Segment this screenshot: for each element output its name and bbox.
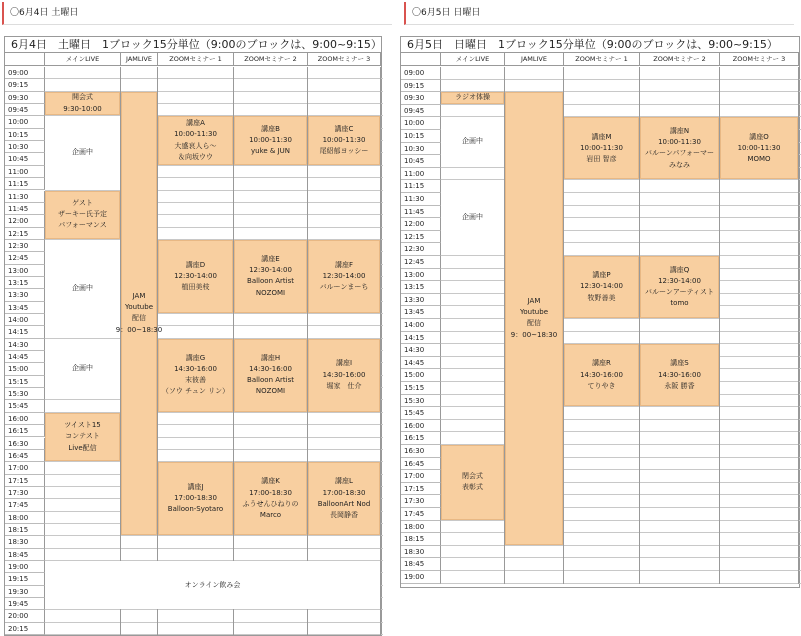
time-slot-label: 10:30	[401, 143, 441, 156]
time-slot-label: 14:45	[5, 351, 45, 363]
schedule-block[interactable]	[308, 339, 380, 412]
block-text-line: バルーンまーち	[319, 283, 369, 292]
time-slot-label: 13:00	[5, 265, 45, 277]
block-text-line: 牧野善美	[587, 293, 616, 302]
block-text-line: 17:00-18:30	[322, 488, 366, 497]
schedule-block[interactable]	[158, 462, 233, 535]
block-text-line: JAM	[527, 297, 541, 306]
time-slot-label: 10:00	[401, 117, 441, 130]
block-text-line: 堀家 仕介	[326, 381, 362, 390]
time-slot-label: 10:00	[5, 116, 45, 128]
schedule-title-day2: 6月5日 日曜日 1ブロック15分単位（9:00のブロックは、9:00~9:15）	[401, 37, 799, 53]
block-text-line: 10:00-11:30	[658, 138, 701, 147]
time-slot-label: 13:45	[401, 306, 441, 319]
time-slot-label: 17:45	[5, 499, 45, 511]
block-text-line: 講座H	[260, 353, 281, 362]
block-text-line: Youtube	[125, 303, 153, 312]
grid-row-line	[441, 419, 801, 420]
time-column-header	[5, 53, 45, 66]
time-slot-label: 11:30	[5, 191, 45, 203]
time-column-header	[401, 53, 441, 66]
time-slot-label: 12:00	[401, 218, 441, 231]
grid-row-line	[441, 406, 801, 407]
block-text-line: 9：00~18:30	[115, 325, 163, 334]
block-text-line: 講座M	[591, 132, 612, 141]
time-slot-label: 11:00	[5, 166, 45, 178]
grid-column-line	[798, 67, 799, 584]
time-slot-label: 16:30	[5, 438, 45, 450]
block-text-line: 講座L	[335, 477, 353, 486]
grid-row-line	[441, 318, 801, 319]
block-text-line: 12:30-14:00	[174, 271, 217, 280]
block-text-line: tomo	[670, 299, 689, 308]
schedule-block[interactable]	[45, 561, 380, 609]
block-text-line: 講座B	[261, 124, 280, 133]
block-text-line: 9:30-10:00	[63, 104, 102, 113]
time-slot-label: 12:15	[401, 231, 441, 244]
time-slot-label: 18:45	[401, 558, 441, 571]
time-slot-label: 15:15	[401, 382, 441, 395]
block-text-line: 閉会式	[462, 472, 483, 481]
schedule-title-day1: 6月4日 土曜日 1ブロック15分単位（9:00のブロックは、9:00~9:15）	[5, 37, 381, 53]
time-slot-label: 19:30	[5, 586, 45, 598]
schedule-block[interactable]	[640, 344, 719, 406]
grid-row-line	[45, 548, 383, 549]
block-text-line: 企画中	[462, 137, 483, 146]
block-text-line: 長岡静香	[330, 510, 358, 519]
time-slot-label: 13:15	[5, 277, 45, 289]
block-text-line: 17:00-18:30	[174, 494, 217, 503]
time-slot-label: 15:00	[401, 369, 441, 382]
time-slot-label: 14:00	[401, 319, 441, 332]
block-text-line: 14:30-16:00	[580, 370, 623, 379]
time-slot-label: 15:45	[401, 407, 441, 420]
block-text-line: 講座R	[592, 359, 611, 368]
schedule-block[interactable]	[564, 117, 639, 179]
block-text-line: 企画中	[72, 284, 93, 293]
schedule-block[interactable]	[441, 117, 504, 166]
schedule-block[interactable]	[234, 339, 307, 412]
schedule-block[interactable]	[308, 462, 380, 535]
grid-row-line	[441, 331, 801, 332]
time-slot-label: 16:00	[5, 413, 45, 425]
grid-row-line	[45, 78, 383, 79]
time-slot-label: 17:30	[5, 487, 45, 499]
time-slot-label: 20:00	[5, 610, 45, 622]
time-slot-label: 12:45	[401, 256, 441, 269]
column-header-3: ZOOMセミナー 1	[564, 53, 640, 66]
grid-row-line	[441, 520, 801, 521]
column-header-1: メインLIVE	[441, 53, 505, 66]
time-slot-label: 15:30	[5, 388, 45, 400]
block-text-line: ＆向坂ウウ	[178, 152, 213, 161]
grid-row-line	[45, 535, 383, 536]
block-text-line: 12:30-14:00	[249, 266, 292, 275]
block-text-line: 講座G	[185, 353, 206, 362]
block-text-line: 講座E	[261, 255, 280, 264]
schedule-block[interactable]	[45, 92, 120, 116]
time-slot-label: 11:45	[401, 206, 441, 219]
schedule-block[interactable]	[45, 116, 120, 189]
block-text-line: 講座I	[335, 359, 353, 368]
block-text-line: オンライン飲み会	[184, 580, 241, 589]
schedule-table-day1	[4, 36, 382, 636]
block-text-line: 岩田 智彦	[586, 154, 617, 163]
block-text-line: NOZOMI	[255, 288, 286, 297]
time-slot-label: 13:45	[5, 302, 45, 314]
grid-column-line	[380, 67, 381, 635]
block-text-line: 講座O	[749, 132, 769, 141]
grid-row-line	[45, 634, 383, 635]
time-slot-label: 18:45	[5, 549, 45, 561]
time-slot-label: 15:45	[5, 400, 45, 412]
block-text-line: 講座F	[334, 260, 354, 269]
time-slot-label: 09:45	[5, 104, 45, 116]
sheet-tab-day1[interactable]: 〇6月4日 土曜日	[2, 2, 392, 25]
sheet-tab-day2[interactable]: 〇6月5日 日曜日	[404, 2, 794, 25]
time-slot-label: 17:00	[5, 462, 45, 474]
block-text-line: 開会式	[72, 93, 93, 102]
column-header-3: ZOOMセミナー 1	[158, 53, 234, 66]
schedule-block[interactable]	[308, 240, 380, 313]
block-text-line: 講座N	[669, 127, 690, 136]
schedule-block[interactable]	[640, 117, 719, 179]
time-slot-label: 12:45	[5, 252, 45, 264]
block-text-line: 14:30-16:00	[322, 370, 366, 379]
schedule-block[interactable]	[234, 462, 307, 535]
block-text-line: コンテスト	[65, 432, 100, 441]
block-text-line: 永阪 勝香	[664, 381, 695, 390]
time-slot-label: 16:45	[401, 458, 441, 471]
time-slot-label: 18:15	[401, 533, 441, 546]
column-header-4: ZOOMセミナー 2	[234, 53, 308, 66]
time-slot-label: 17:45	[401, 508, 441, 521]
block-text-line: Live配信	[68, 443, 97, 452]
block-text-line: 講座A	[186, 119, 205, 128]
block-text-line: 17:00-18:30	[249, 488, 292, 497]
block-text-line: 配信	[527, 319, 541, 328]
block-text-line: Balloon Artist	[247, 277, 294, 286]
block-text-line: 企画中	[72, 364, 93, 373]
block-text-line: 企画中	[72, 148, 93, 157]
schedule-block[interactable]	[308, 116, 380, 164]
time-slot-label: 19:00	[401, 571, 441, 584]
block-text-line: 講座K	[261, 477, 280, 486]
time-slot-label: 10:45	[401, 155, 441, 168]
block-text-line: yuke & JUN	[250, 147, 291, 156]
time-slot-label: 09:00	[401, 67, 441, 80]
grid-row-line	[441, 104, 801, 105]
schedule-block[interactable]	[441, 180, 504, 255]
time-slot-label: 16:15	[5, 425, 45, 437]
block-text-line: ラジオ体操	[455, 93, 490, 102]
block-text-line: 尾紹郁ヨッシー	[319, 147, 369, 156]
time-slot-label: 17:30	[401, 495, 441, 508]
grid-row-line	[45, 609, 383, 610]
block-text-line: 10:00-11:30	[322, 135, 366, 144]
time-slot-label: 12:00	[5, 215, 45, 227]
time-slot-label: 14:15	[401, 332, 441, 345]
block-text-line: バルーンアーティスト	[644, 288, 715, 296]
schedule-block[interactable]	[564, 344, 639, 406]
time-slot-label: 13:15	[401, 281, 441, 294]
block-text-line: 講座C	[334, 124, 354, 133]
time-slot-label: 13:30	[5, 289, 45, 301]
time-slot-label: 11:15	[401, 180, 441, 193]
block-text-line: Balloon-Syotaro	[167, 505, 224, 514]
time-slot-label: 17:00	[401, 470, 441, 483]
block-text-line: 12:30-14:00	[322, 271, 366, 280]
time-slot-label: 12:30	[5, 240, 45, 252]
time-slot-label: 15:00	[5, 363, 45, 375]
time-slot-label: 11:00	[401, 168, 441, 181]
column-header-5: ZOOMセミナー 3	[720, 53, 799, 66]
schedule-block[interactable]	[45, 240, 120, 338]
schedule-block[interactable]	[45, 339, 120, 400]
schedule-block[interactable]	[234, 240, 307, 313]
block-text-line: ふうせんひねりの	[242, 499, 299, 508]
block-text-line: MOMO	[747, 154, 771, 163]
block-text-line: 12:30-14:00	[658, 276, 701, 285]
schedule-block[interactable]	[158, 339, 233, 412]
time-slot-label: 18:30	[401, 546, 441, 559]
block-text-line: 10:00-11:30	[737, 143, 781, 152]
grid-row-line	[441, 570, 801, 571]
time-slot-label: 17:15	[5, 475, 45, 487]
time-slot-label: 20:15	[5, 623, 45, 635]
block-text-line: 14:30-16:00	[174, 365, 217, 374]
block-text-line: 14:30-16:00	[249, 365, 292, 374]
column-header-2: JAMLIVE	[505, 53, 564, 66]
block-text-line: ツイスト15	[64, 421, 101, 430]
time-slot-label: 16:45	[5, 450, 45, 462]
schedule-block[interactable]	[45, 413, 120, 461]
time-slot-label: 18:30	[5, 536, 45, 548]
time-slot-label: 17:15	[401, 483, 441, 496]
time-slot-label: 09:30	[401, 92, 441, 105]
block-text-line: （ソウ チュン リン）	[161, 387, 230, 396]
block-text-line: 植田美枝	[181, 283, 210, 292]
block-text-line: Marco	[259, 510, 282, 519]
column-header-5: ZOOMセミナー 3	[308, 53, 381, 66]
time-slot-label: 09:45	[401, 105, 441, 118]
schedule-block[interactable]	[158, 240, 233, 313]
block-text-line: バルーンパフォーマー	[644, 149, 715, 158]
time-slot-label: 11:45	[5, 203, 45, 215]
time-slot-label: 10:15	[5, 129, 45, 141]
grid-row-line	[441, 431, 801, 432]
block-text-line: 講座J	[187, 482, 204, 491]
block-text-line: 末彼善	[185, 376, 206, 385]
block-text-line: BalloonArt Nod	[317, 499, 371, 508]
time-slot-label: 14:00	[5, 314, 45, 326]
time-slot-label: 16:15	[401, 432, 441, 445]
block-text-line: JAM	[132, 292, 146, 301]
time-slot-label: 16:00	[401, 420, 441, 433]
schedule-block[interactable]	[115, 92, 163, 536]
time-slot-label: 14:45	[401, 357, 441, 370]
block-text-line: 14:30-16:00	[658, 370, 701, 379]
block-text-line: 企画中	[462, 213, 483, 222]
block-text-line: 講座P	[592, 271, 611, 280]
time-slot-label: 09:30	[5, 92, 45, 104]
block-text-line: NOZOMI	[255, 387, 286, 396]
schedule-table-day2	[400, 36, 800, 588]
time-slot-label: 10:15	[401, 130, 441, 143]
block-text-line: みなみ	[669, 160, 690, 169]
time-slot-label: 12:30	[401, 243, 441, 256]
time-slot-label: 14:15	[5, 326, 45, 338]
schedule-block[interactable]	[441, 92, 504, 104]
block-text-line: 表彰式	[462, 483, 483, 492]
block-text-line: 10:00-11:30	[580, 143, 623, 152]
column-header-1: メインLIVE	[45, 53, 121, 66]
time-slot-label: 13:00	[401, 269, 441, 282]
time-slot-label: 09:00	[5, 67, 45, 79]
time-slot-label: 15:15	[5, 376, 45, 388]
schedule-block[interactable]	[505, 92, 563, 545]
time-slot-label: 19:00	[5, 561, 45, 573]
time-slot-label: 11:15	[5, 178, 45, 190]
block-text-line: 10:00-11:30	[174, 130, 217, 139]
time-slot-label: 10:45	[5, 153, 45, 165]
time-slot-label: 13:30	[401, 294, 441, 307]
block-text-line: ゲスト	[72, 198, 93, 207]
grid-row-line	[441, 532, 801, 533]
block-text-line: 9：00~18:30	[510, 330, 558, 339]
schedule-block[interactable]	[640, 256, 719, 318]
grid-row-line	[45, 622, 383, 623]
grid-row-line	[441, 79, 801, 80]
block-text-line: 講座S	[670, 359, 689, 368]
block-text-line: 大盛哀人ら～	[174, 141, 217, 150]
schedule-block[interactable]	[158, 116, 233, 164]
schedule-block[interactable]	[720, 117, 798, 179]
time-slot-label: 18:00	[5, 512, 45, 524]
block-text-line: てりやき	[587, 381, 616, 390]
schedule-block[interactable]	[45, 191, 120, 239]
time-slot-label: 14:30	[5, 339, 45, 351]
schedule-block[interactable]	[441, 445, 504, 520]
time-slot-label: 19:15	[5, 573, 45, 585]
time-slot-label: 18:00	[401, 521, 441, 534]
time-slot-label: 19:45	[5, 598, 45, 610]
time-slot-label: 14:30	[401, 344, 441, 357]
block-text-line: 10:00-11:30	[249, 135, 292, 144]
time-slot-label: 09:15	[5, 79, 45, 91]
time-slot-label: 10:30	[5, 141, 45, 153]
block-text-line: Youtube	[520, 308, 548, 317]
grid-row-line	[441, 583, 801, 584]
grid-row-line	[441, 557, 801, 558]
block-text-line: 講座D	[185, 260, 206, 269]
time-slot-label: 18:15	[5, 524, 45, 536]
schedule-block[interactable]	[234, 116, 307, 164]
schedule-block[interactable]	[564, 256, 639, 318]
block-text-line: Balloon Artist	[247, 376, 294, 385]
column-header-2: JAMLIVE	[121, 53, 158, 66]
column-header-4: ZOOMセミナー 2	[640, 53, 720, 66]
grid-row-line	[441, 545, 801, 546]
time-slot-label: 16:30	[401, 445, 441, 458]
time-slot-label: 09:15	[401, 80, 441, 93]
block-text-line: 配信	[132, 314, 146, 323]
time-slot-label: 12:15	[5, 228, 45, 240]
block-text-line: ザーキー氏予定	[58, 210, 107, 219]
time-slot-label: 15:30	[401, 395, 441, 408]
block-text-line: 12:30-14:00	[580, 282, 623, 291]
block-text-line: 講座Q	[669, 265, 690, 274]
block-text-line: パフォーマンス	[58, 221, 107, 230]
time-slot-label: 11:30	[401, 193, 441, 206]
